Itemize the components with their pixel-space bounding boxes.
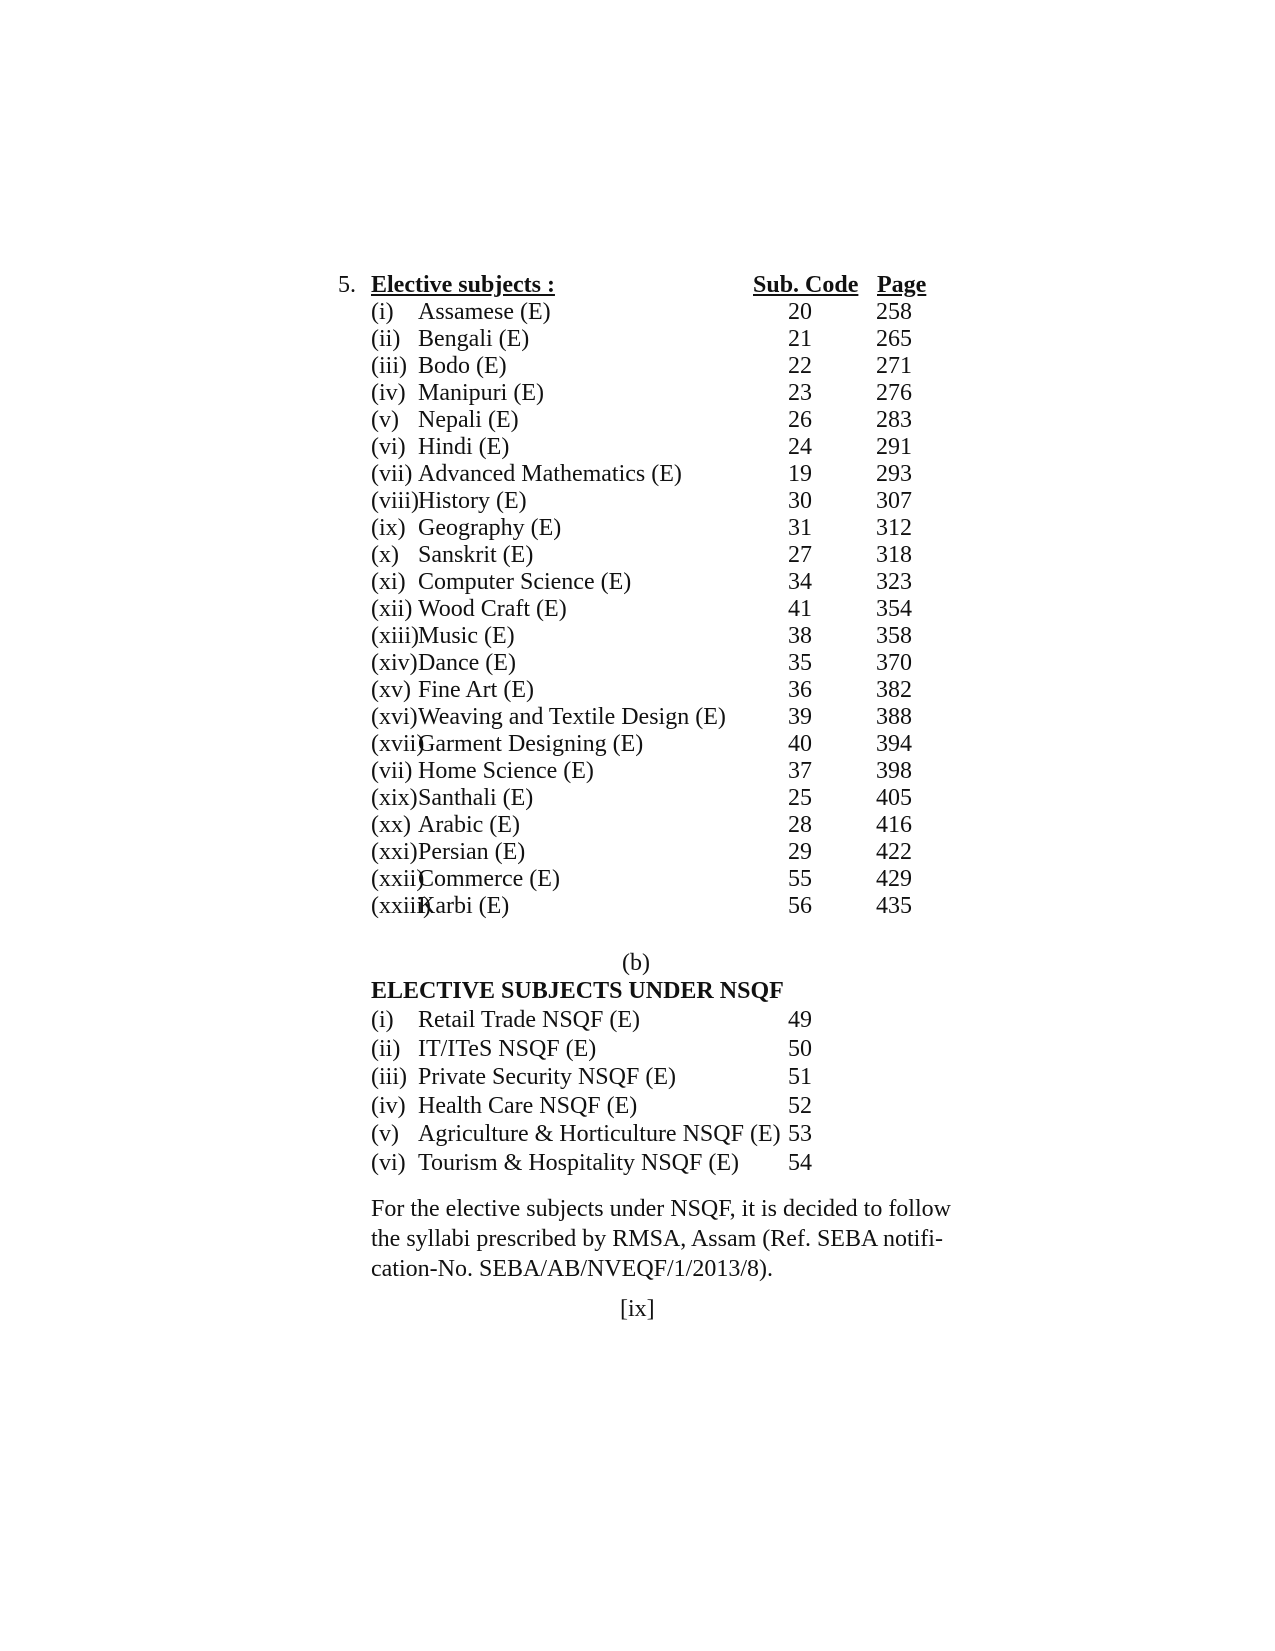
row-numeral: (xi) (371, 569, 406, 595)
subject-name: Dance (E) (418, 650, 516, 676)
subject-name: Arabic (E) (418, 812, 520, 838)
subject-code: 31 (788, 515, 812, 541)
subject-code: 29 (788, 839, 812, 865)
row-numeral: (vii) (371, 461, 413, 487)
subject-code: 55 (788, 866, 812, 892)
table-row (0, 542, 1275, 570)
table-row (0, 677, 1275, 705)
row-numeral: (x) (371, 542, 399, 568)
subject-name: Persian (E) (418, 839, 526, 865)
subject-code: 21 (788, 326, 812, 352)
table-row (0, 785, 1275, 813)
row-numeral: (xvii) (371, 731, 425, 757)
table-row (0, 623, 1275, 651)
subject-name: Sanskrit (E) (418, 542, 534, 568)
row-numeral: (vi) (371, 434, 406, 460)
row-numeral: (i) (371, 1007, 394, 1033)
page-number-cell: 312 (876, 515, 912, 541)
table-row (0, 839, 1275, 867)
subject-code: 35 (788, 650, 812, 676)
subject-name: Agriculture & Horticulture NSQF (E) (418, 1121, 781, 1147)
subject-name: Computer Science (E) (418, 569, 632, 595)
subject-code: 52 (788, 1093, 812, 1119)
row-numeral: (xx) (371, 812, 411, 838)
row-numeral: (iv) (371, 380, 406, 406)
table-row (0, 407, 1275, 435)
column-header-code: Sub. Code (753, 272, 859, 298)
page-number-cell: 323 (876, 569, 912, 595)
row-numeral: (vii) (371, 758, 413, 784)
subject-code: 49 (788, 1007, 812, 1033)
page-number-cell: 358 (876, 623, 912, 649)
row-numeral: (xv) (371, 677, 411, 703)
subject-name: Manipuri (E) (418, 380, 544, 406)
subject-code: 51 (788, 1064, 812, 1090)
subject-code: 19 (788, 461, 812, 487)
subject-code: 28 (788, 812, 812, 838)
table-row (0, 1150, 1275, 1178)
row-numeral: (xxii) (371, 866, 425, 892)
subject-code: 20 (788, 299, 812, 325)
page-number-cell: 394 (876, 731, 912, 757)
subject-name: IT/ITeS NSQF (E) (418, 1036, 597, 1062)
table-row (0, 569, 1275, 597)
page-number-cell: 388 (876, 704, 912, 730)
subject-name: Geography (E) (418, 515, 562, 541)
page-number-cell: 283 (876, 407, 912, 433)
subject-name: Weaving and Textile Design (E) (418, 704, 726, 730)
subject-code: 38 (788, 623, 812, 649)
subject-code: 41 (788, 596, 812, 622)
column-header-page: Page (877, 272, 927, 298)
subject-name: Bengali (E) (418, 326, 530, 352)
page-number-cell: 405 (876, 785, 912, 811)
nsqf-note (371, 1194, 951, 1284)
table-row (0, 866, 1275, 894)
subject-name: Private Security NSQF (E) (418, 1064, 676, 1090)
subject-name: Wood Craft (E) (418, 596, 567, 622)
row-numeral: (xii) (371, 596, 413, 622)
table-row (0, 326, 1275, 354)
table-row (0, 650, 1275, 678)
subject-name: Music (E) (418, 623, 515, 649)
subject-name: History (E) (418, 488, 527, 514)
page-number-cell: 265 (876, 326, 912, 352)
section-title: Elective subjects : (371, 272, 555, 298)
row-numeral: (ii) (371, 326, 401, 352)
subject-name: Hindi (E) (418, 434, 510, 460)
note-line: the syllabi prescribed by RMSA, Assam (Ref. SEBA notifi- (371, 1226, 943, 1252)
page-number-cell: 293 (876, 461, 912, 487)
subject-name: Advanced Mathematics (E) (418, 461, 682, 487)
table-row (0, 812, 1275, 840)
page-number-cell: 382 (876, 677, 912, 703)
page-number-cell: 307 (876, 488, 912, 514)
page-number: [ix] (620, 1296, 655, 1322)
subject-name: Tourism & Hospitality NSQF (E) (418, 1150, 739, 1176)
page-number-cell: 435 (876, 893, 912, 919)
page-number-cell: 271 (876, 353, 912, 379)
page-number-cell: 354 (876, 596, 912, 622)
table-row (0, 380, 1275, 408)
nsqf-section-title: ELECTIVE SUBJECTS UNDER NSQF (371, 978, 784, 1004)
subject-name: Fine Art (E) (418, 677, 534, 703)
table-row (0, 1007, 1275, 1035)
page-number-cell: 398 (876, 758, 912, 784)
row-numeral: (xxi) (371, 839, 418, 865)
page-number-cell: 258 (876, 299, 912, 325)
subject-code: 23 (788, 380, 812, 406)
page-number-cell: 429 (876, 866, 912, 892)
table-row (0, 1036, 1275, 1064)
page-number-cell: 416 (876, 812, 912, 838)
table-row (0, 1121, 1275, 1149)
subject-name: Nepali (E) (418, 407, 519, 433)
subject-code: 22 (788, 353, 812, 379)
section-number: 5. (338, 272, 356, 298)
table-row (0, 488, 1275, 516)
row-numeral: (ii) (371, 1036, 401, 1062)
subject-code: 40 (788, 731, 812, 757)
row-numeral: (v) (371, 407, 399, 433)
subject-code: 27 (788, 542, 812, 568)
subject-code: 34 (788, 569, 812, 595)
subject-code: 54 (788, 1150, 812, 1176)
subject-name: Home Science (E) (418, 758, 594, 784)
subject-code: 25 (788, 785, 812, 811)
table-row (0, 1093, 1275, 1121)
row-numeral: (iii) (371, 1064, 407, 1090)
subject-name: Commerce (E) (418, 866, 560, 892)
table-row (0, 731, 1275, 759)
row-numeral: (v) (371, 1121, 399, 1147)
subject-code: 26 (788, 407, 812, 433)
subject-name: Karbi (E) (418, 893, 510, 919)
subject-name: Bodo (E) (418, 353, 507, 379)
page-number-cell: 291 (876, 434, 912, 460)
note-line: cation-No. SEBA/AB/NVEQF/1/2013/8). (371, 1256, 773, 1282)
row-numeral: (i) (371, 299, 394, 325)
page-number-cell: 276 (876, 380, 912, 406)
row-numeral: (xix) (371, 785, 418, 811)
table-row (0, 1064, 1275, 1092)
row-numeral: (xxiii) (371, 893, 431, 919)
row-numeral: (xvi) (371, 704, 418, 730)
table-row (0, 893, 1275, 921)
row-numeral: (ix) (371, 515, 406, 541)
subject-code: 50 (788, 1036, 812, 1062)
table-row (0, 299, 1275, 327)
subject-code: 30 (788, 488, 812, 514)
page-number-cell: 422 (876, 839, 912, 865)
table-row (0, 515, 1275, 543)
subject-code: 36 (788, 677, 812, 703)
table-row (0, 596, 1275, 624)
subject-code: 37 (788, 758, 812, 784)
page-number-cell: 318 (876, 542, 912, 568)
table-row (0, 353, 1275, 381)
row-numeral: (iii) (371, 353, 407, 379)
subject-name: Retail Trade NSQF (E) (418, 1007, 640, 1033)
row-numeral: (viii) (371, 488, 419, 514)
subject-name: Garment Designing (E) (418, 731, 644, 757)
table-row (0, 434, 1275, 462)
subject-name: Assamese (E) (418, 299, 551, 325)
section-mark: (b) (622, 950, 650, 976)
table-row (0, 461, 1275, 489)
row-numeral: (iv) (371, 1093, 406, 1119)
page-number-cell: 370 (876, 650, 912, 676)
row-numeral: (xiv) (371, 650, 418, 676)
table-row (0, 758, 1275, 786)
note-line: For the elective subjects under NSQF, it is decided to follow (371, 1196, 951, 1222)
subject-code: 39 (788, 704, 812, 730)
row-numeral: (vi) (371, 1150, 406, 1176)
subject-code: 56 (788, 893, 812, 919)
table-row (0, 704, 1275, 732)
subject-code: 24 (788, 434, 812, 460)
row-numeral: (xiii) (371, 623, 419, 649)
subject-name: Santhali (E) (418, 785, 534, 811)
subject-code: 53 (788, 1121, 812, 1147)
subject-name: Health Care NSQF (E) (418, 1093, 638, 1119)
